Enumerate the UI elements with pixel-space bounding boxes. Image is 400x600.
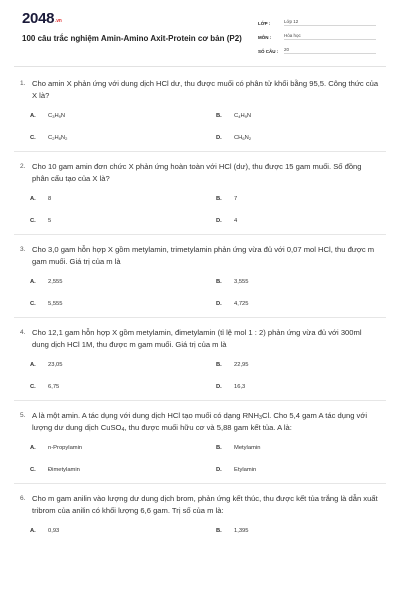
option-text: 5,555	[48, 301, 63, 307]
logo-suffix: .vn	[55, 18, 62, 24]
question-text: Cho 12,1 gam hỗn hợp X gồm metylamin, đimetylamin (tỉ lệ mol 1 : 2) phản ứng vừa đủ với 300ml dung dịch HCl 1M, thu được m gam muối. Giá trị của m là	[32, 328, 362, 349]
option-text: 7	[234, 196, 238, 202]
meta-value: Hóa học	[284, 33, 376, 40]
question-header	[20, 161, 380, 185]
question-number: 3.	[20, 246, 26, 253]
answer-options	[20, 527, 380, 535]
option-letter: C.	[30, 135, 36, 141]
answer-option[interactable]	[20, 112, 206, 120]
option-letter: A.	[30, 445, 36, 451]
option-letter: B.	[216, 196, 222, 202]
answer-option[interactable]	[20, 361, 206, 369]
question-list	[20, 78, 380, 535]
meta-value: Lớp 12	[284, 19, 376, 26]
option-letter: D.	[216, 301, 222, 307]
answer-option[interactable]	[206, 383, 380, 391]
question-text: A là một amin. A tác dụng với dung dịch HCl tạo muối có dạng $RNH_3Cl$. Cho 5,4 gam A tác dụng với lượng dư dung dịch CuSO$_4$, thu được muối hữu cơ và 5,88 gam kết tủa. A là:	[32, 411, 368, 433]
question-divider	[14, 234, 386, 235]
answer-option[interactable]	[206, 444, 380, 452]
answer-option[interactable]	[206, 466, 380, 474]
option-letter: D.	[216, 218, 222, 224]
option-text: Etylamin	[234, 467, 257, 473]
option-letter: B.	[216, 279, 222, 285]
meta-key: MÔN :	[258, 35, 272, 40]
question-item	[20, 410, 380, 474]
option-text: 8	[48, 196, 52, 202]
option-text: 22,95	[234, 362, 249, 368]
meta-key: LỚP :	[258, 21, 271, 26]
question-header	[20, 493, 380, 517]
option-letter: A.	[30, 196, 36, 202]
answer-option[interactable]	[20, 300, 206, 308]
document-title: 100 câu trắc nghiệm Amin-Amino Axit-Protein cơ bản (P2)	[22, 34, 242, 43]
document-meta	[258, 14, 376, 56]
option-text: $C_2H_8N_2$	[48, 135, 68, 141]
option-letter: D.	[216, 467, 222, 473]
question-header	[20, 327, 380, 351]
option-letter: D.	[216, 135, 222, 141]
question-divider	[14, 317, 386, 318]
answer-option[interactable]	[206, 134, 380, 142]
answer-option[interactable]	[206, 527, 380, 535]
option-text: n-Propylamin	[48, 445, 83, 451]
answer-option[interactable]	[206, 112, 380, 120]
option-text: 5	[48, 218, 52, 224]
option-letter: C.	[30, 467, 36, 473]
answer-option[interactable]	[206, 361, 380, 369]
question-number: 2.	[20, 163, 26, 170]
question-header	[20, 78, 380, 102]
question-number: 6.	[20, 495, 26, 502]
option-letter: B.	[216, 113, 222, 119]
meta-key: SỐ CÂU :	[258, 49, 279, 54]
question-header	[20, 410, 380, 434]
answer-option[interactable]	[20, 134, 206, 142]
answer-option[interactable]	[20, 278, 206, 286]
option-text: 23,05	[48, 362, 63, 368]
answer-options	[20, 195, 380, 225]
answer-option[interactable]	[206, 300, 380, 308]
question-text: Cho m gam anilin vào lượng dư dung dịch brom, phản ứng kết thúc, thu được kết tủa trắng là dẫn xuất tribrom của anilin có khối lượng 6,6 gam. Trị số của m là:	[32, 494, 378, 515]
option-text: $CH_6N_2$	[234, 135, 252, 141]
answer-option[interactable]	[206, 195, 380, 203]
option-text: 0,93	[48, 528, 60, 534]
question-item	[20, 161, 380, 225]
answer-option[interactable]	[206, 217, 380, 225]
question-divider	[14, 483, 386, 484]
answer-option[interactable]	[20, 466, 206, 474]
question-text: Cho 3,0 gam hỗn hợp X gồm metylamin, trimetylamin phản ứng vừa đủ với 0,07 mol HCl, thu được m gam muối. Giá trị của m là	[32, 245, 375, 266]
question-item	[20, 327, 380, 391]
option-letter: C.	[30, 384, 36, 390]
option-letter: B.	[216, 445, 222, 451]
answer-option[interactable]	[206, 278, 380, 286]
question-number: 1.	[20, 80, 26, 87]
meta-row-class	[258, 14, 376, 26]
option-letter: B.	[216, 528, 222, 534]
option-letter: A.	[30, 362, 36, 368]
answer-option[interactable]	[20, 383, 206, 391]
answer-options	[20, 112, 380, 142]
option-text: 2,555	[48, 279, 63, 285]
answer-option[interactable]	[20, 195, 206, 203]
answer-options	[20, 444, 380, 474]
option-letter: D.	[216, 384, 222, 390]
option-text: $C_4H_9N$	[234, 113, 252, 119]
option-letter: C.	[30, 218, 36, 224]
option-letter: A.	[30, 279, 36, 285]
option-text: Metylamin	[234, 445, 261, 451]
question-item	[20, 493, 380, 535]
question-header	[20, 244, 380, 268]
question-divider	[14, 400, 386, 401]
logo-text: 2048	[22, 10, 55, 27]
question-item	[20, 244, 380, 308]
question-text: Cho 10 gam amin đơn chức X phản ứng hoàn toàn với HCl (dư), thu được 15 gam muối. Số đồng phân cấu tạo của X là?	[32, 162, 362, 183]
header-divider	[14, 66, 386, 67]
meta-row-subject	[258, 28, 376, 40]
page-header	[0, 0, 400, 70]
option-text: 4,725	[234, 301, 249, 307]
option-text: 6,75	[48, 384, 60, 390]
option-text: 1,395	[234, 528, 249, 534]
option-letter: A.	[30, 528, 36, 534]
option-text: 3,555	[234, 279, 249, 285]
question-item	[20, 78, 380, 142]
question-divider	[14, 151, 386, 152]
question-number: 4.	[20, 329, 26, 336]
option-text: 4	[234, 218, 238, 224]
option-letter: A.	[30, 113, 36, 119]
option-letter: B.	[216, 362, 222, 368]
question-number: 5.	[20, 412, 26, 419]
question-text: Cho amin X phản ứng với dung dịch HCl dư, thu được muối có phân tử khối bằng 95,5. Công thức của X là?	[32, 79, 379, 100]
answer-option[interactable]	[20, 444, 206, 452]
answer-options	[20, 278, 380, 308]
option-text: 16,3	[234, 384, 246, 390]
option-letter: C.	[30, 301, 36, 307]
option-text: $C_3H_9N$	[48, 113, 66, 119]
answer-option[interactable]	[20, 217, 206, 225]
site-logo[interactable]	[22, 10, 62, 27]
option-text: Đimetylamin	[48, 467, 80, 473]
answer-option[interactable]	[20, 527, 206, 535]
meta-value: 20	[284, 47, 376, 54]
meta-row-count	[258, 42, 376, 54]
answer-options	[20, 361, 380, 391]
